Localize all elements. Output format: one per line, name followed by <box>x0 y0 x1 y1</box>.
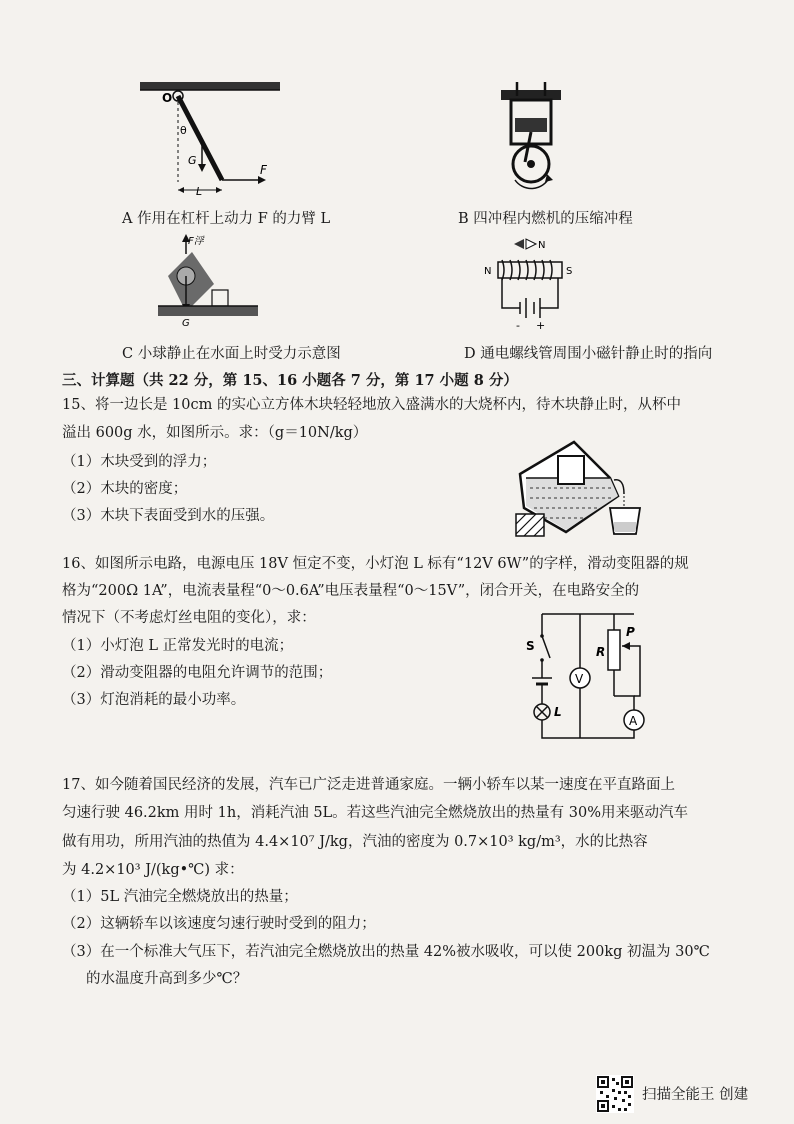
q17-line-8: 的水温度升高到多少℃？ <box>86 971 248 987</box>
q16-line-5: （2）滑动变阻器的电阻允许调节的范围； <box>62 665 333 681</box>
q15-line-2: 溢出 600g 水，如图所示。求：（g＝10N/kg） <box>62 425 368 441</box>
wood-block <box>558 456 584 484</box>
figure-a-lever <box>140 82 280 202</box>
label-r: R <box>596 645 606 659</box>
figure-b-engine <box>495 82 575 194</box>
label-p: P <box>626 625 635 639</box>
label-n-left: N <box>484 266 492 277</box>
q17-line-4: 为 4.2×10³ J/(kg•℃) 求： <box>62 862 244 878</box>
rheostat <box>608 630 620 670</box>
switch <box>542 636 550 658</box>
q15-line-4: （2）木块的密度； <box>62 481 188 497</box>
label-fb: F浮 <box>188 236 204 247</box>
watermark-text: 扫描全能王 创建 <box>642 1087 749 1103</box>
label-s-right: S <box>566 266 573 277</box>
scanner-watermark <box>596 1073 782 1113</box>
label-s: S <box>526 639 535 653</box>
q15-line-5: （3）木块下表面受到水的压强。 <box>62 508 275 524</box>
q15-line-3: （1）木块受到的浮力； <box>62 454 217 470</box>
q16-line-3: 情况下（不考虑灯丝电阻的变化），求： <box>62 610 316 626</box>
label-l: L <box>196 185 203 198</box>
figure-c-floating <box>152 232 262 330</box>
q17-line-3: 做有用功，所用汽油的热值为 4.4×10⁷ J/kg，汽油的密度为 0.7×10³ kg/m³，水的比热容 <box>62 834 648 850</box>
label-g: G <box>188 154 197 167</box>
label-a: A <box>629 714 638 728</box>
q16-line-1: 16、如图所示电路，电源电压 18V 恒定不变，小灯泡 L 标有“12V 6W”的字样，滑动变阻器的规 <box>62 556 689 572</box>
label-n-top: N <box>538 240 546 251</box>
figure-15-beaker <box>514 438 659 538</box>
q17-line-2: 匀速行驶 46.2km 用时 1h，消耗汽油 5L。若这些汽油完全燃烧放出的热量有 30%用来驱动汽车 <box>62 805 689 821</box>
piston <box>515 118 547 132</box>
q16-line-6: （3）灯泡消耗的最小功率。 <box>62 692 246 708</box>
q17-line-6: （2）这辆轿车以该速度匀速行驶时受到的阻力； <box>62 916 376 932</box>
label-minus: - <box>516 319 520 330</box>
label-v: V <box>575 672 584 686</box>
label-f: F <box>260 163 267 177</box>
q15-line-1: 15、将一边长是 10cm 的实心立方体木块轻轻地放入盛满水的大烧杯内，待木块静止时，从杯中 <box>62 397 681 413</box>
label-o: O <box>162 91 173 105</box>
figure-d-solenoid <box>480 234 590 330</box>
label-l-16: L <box>554 705 562 719</box>
section-title: 三、计算题（共 22 分，第 15、16 小题各 7 分，第 17 小题 8 分） <box>62 372 518 389</box>
figure-a-caption: A 作用在杠杆上动力 F 的力臂 L <box>122 211 331 227</box>
label-g-c: G <box>182 318 190 329</box>
q16-line-2: 格为“200Ω 1A”，电流表量程“0～0.6A”电压表量程“0～15V”，闭合开关，在电路安全的 <box>62 583 640 599</box>
q17-line-1: 17、如今随着国民经济的发展，汽车已广泛走进普通家庭。一辆小轿车以某一速度在平直路面上 <box>62 777 675 793</box>
figure-c-caption: C 小球静止在水面上时受力示意图 <box>122 346 341 362</box>
ceiling <box>140 82 280 90</box>
q17-line-5: （1）5L 汽油完全燃烧放出的热量； <box>62 889 298 905</box>
label-theta: θ <box>180 124 187 137</box>
q16-line-4: （1）小灯泡 L 正常发光时的电流； <box>62 638 294 654</box>
q17-line-7: （3）在一个标准大气压下，若汽油完全燃烧放出的热量 42%被水吸收，可以使 200kg 初温为 30℃ <box>62 944 710 960</box>
figure-16-circuit <box>522 606 662 744</box>
figure-d-caption: D 通电螺线管周围小磁针静止时的指向 <box>464 346 713 362</box>
label-plus: + <box>536 319 546 330</box>
figure-b-caption: B 四冲程内燃机的压缩冲程 <box>458 211 633 227</box>
qr-code-icon <box>596 1075 634 1113</box>
